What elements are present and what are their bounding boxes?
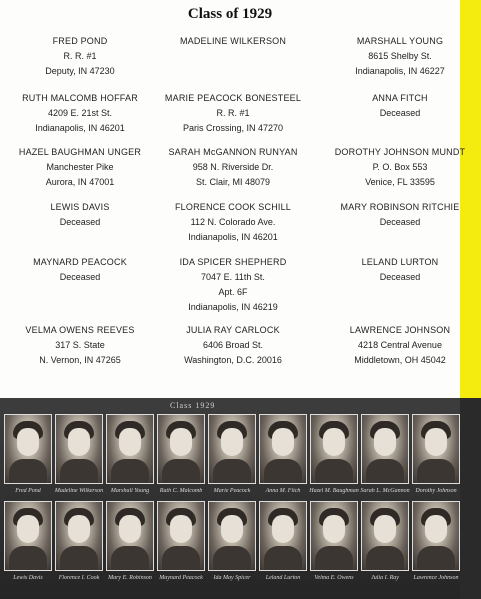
entry-address-line: P. O. Box 553 [372, 162, 428, 172]
entry-name: SARAH McGANNON RUNYAN [168, 147, 298, 157]
entry-sarah-mcgannon-runyan [158, 145, 308, 190]
entry-name: MAYNARD PEACOCK [33, 257, 127, 267]
entry-name: VELMA OWENS REEVES [25, 325, 135, 335]
entry-address-line: Indianapolis, IN 46219 [188, 302, 278, 312]
photo-caption: Class 1929 [170, 401, 216, 410]
portrait-signature: Florence I. Cook [58, 575, 100, 581]
entry-address-line: 317 S. State [55, 340, 105, 350]
entry-name: LELAND LURTON [361, 257, 439, 267]
page-title: Class of 1929 [187, 6, 273, 22]
student-portrait [259, 501, 307, 571]
entry-anna-fitch [325, 91, 475, 121]
portrait-signature: Dorothy Johnson [415, 488, 457, 494]
entry-address-line: Middletown, OH 45042 [354, 355, 446, 365]
student-portrait [361, 414, 409, 484]
portrait-signature: Leland Lurton [265, 575, 301, 581]
student-portrait [106, 501, 154, 571]
entry-status: Deceased [59, 217, 101, 227]
entry-address-line: R. R. #1 [63, 51, 97, 61]
entry-name: DOROTHY JOHNSON MUNDT [334, 147, 466, 157]
entry-status: Deceased [379, 108, 421, 118]
entry-address-line: N. Vernon, IN 47265 [39, 355, 121, 365]
portrait-signature: Madeline Wilkerson [54, 488, 104, 494]
portrait-signature: Maynard Peacock [159, 575, 203, 581]
entry-address-line: Indianapolis, IN 46201 [188, 232, 278, 242]
entry-address-line: Deputy, IN 47230 [45, 66, 115, 76]
entry-name: ANNA FITCH [372, 93, 428, 103]
entry-address-line: 7047 E. 11th St. [201, 272, 265, 282]
entry-name: IDA SPICER SHEPHERD [179, 257, 287, 267]
entry-name: RUTH MALCOMB HOFFAR [22, 93, 138, 103]
class-photo-panel [0, 398, 460, 599]
entry-name: MARIE PEACOCK BONESTEEL [164, 93, 302, 103]
entry-address-line: Paris Crossing, IN 47270 [182, 123, 284, 133]
student-portrait [55, 501, 103, 571]
portrait-signature: Marshall Young [110, 488, 150, 494]
entry-name: LAWRENCE JOHNSON [349, 325, 451, 335]
student-portrait [310, 414, 358, 484]
student-portrait [208, 414, 256, 484]
entry-address-line: 6406 Broad St. [202, 340, 264, 350]
entry-lawrence-johnson [325, 323, 475, 368]
entry-address-line: R. R. #1 [216, 108, 250, 118]
entry-status: Deceased [59, 272, 101, 282]
portrait-signature: Hazel M. Baughman [309, 488, 359, 494]
entry-name: MADELINE WILKERSON [179, 36, 287, 46]
entry-address-line: Aurora, IN 47001 [45, 177, 115, 187]
portrait-signature: Anna M. Fitch [265, 488, 301, 494]
entry-name: MARSHALL YOUNG [356, 36, 444, 46]
entry-address-line: 8615 Shelby St. [368, 51, 432, 61]
entry-address-line: Venice, FL 33595 [365, 177, 435, 187]
entry-address-line: 4218 Central Avenue [358, 340, 442, 350]
entry-address-line: Indianapolis, IN 46227 [355, 66, 445, 76]
entry-mary-robinson-ritchie [325, 200, 475, 230]
entry-julia-ray-carlock [158, 323, 308, 368]
entry-address-line: Indianapolis, IN 46201 [35, 123, 125, 133]
entry-dorothy-johnson-mundt [325, 145, 475, 190]
entry-address-line: Washington, D.C. 20016 [184, 355, 282, 365]
entry-marie-peacock-bonesteel [158, 91, 308, 136]
entry-ruth-malcomb-hoffar [5, 91, 155, 136]
student-portrait [4, 501, 52, 571]
entry-hazel-baughman-unger [5, 145, 155, 190]
entry-florence-cook-schill [158, 200, 308, 245]
student-portrait [106, 414, 154, 484]
class-photo-composite [0, 398, 481, 599]
entry-status: Deceased [379, 217, 421, 227]
portrait-signature: Fred Pond [15, 488, 41, 494]
student-portrait [361, 501, 409, 571]
portrait-signature: Julia I. Ray [371, 575, 399, 581]
portrait-signature: Ida May Spicer [213, 575, 251, 581]
student-portrait [412, 414, 460, 484]
entry-ida-spicer-shepherd [158, 255, 308, 315]
entry-maynard-peacock [5, 255, 155, 285]
entry-name: FRED POND [52, 36, 108, 46]
entry-fred-pond [5, 34, 155, 79]
entry-address-line: 4209 E. 21st St. [47, 108, 113, 118]
entry-name: LEWIS DAVIS [50, 202, 110, 212]
student-portrait [55, 414, 103, 484]
student-portrait [259, 414, 307, 484]
portrait-signature: Marie Peacock [213, 488, 251, 494]
entry-address-line: Apt. 6F [218, 287, 248, 297]
student-portrait [4, 414, 52, 484]
entry-madeline-wilkerson [158, 34, 308, 49]
entry-name: FLORENCE COOK SCHILL [174, 202, 292, 212]
student-portrait [157, 414, 205, 484]
entry-name: MARY ROBINSON RITCHIE [340, 202, 460, 212]
student-portrait [310, 501, 358, 571]
entry-lewis-davis [5, 200, 155, 230]
portrait-signature: Lawrence Johnson [413, 575, 459, 581]
entry-marshall-young [325, 34, 475, 79]
portrait-signature: Velma E. Owens [314, 575, 354, 581]
portrait-signature: Ruth C. Malcomb [159, 488, 203, 494]
portrait-signature: Lewis Davis [13, 575, 43, 581]
student-portrait [412, 501, 460, 571]
entry-address-line: 112 N. Colorado Ave. [190, 217, 276, 227]
student-portrait [208, 501, 256, 571]
entry-velma-owens-reeves [5, 323, 155, 368]
entry-status: Deceased [379, 272, 421, 282]
portrait-signature: Sarah L. McGannon [360, 488, 410, 494]
entry-address-line: Manchester Pike [46, 162, 114, 172]
portrait-signature: Mary E. Robinson [108, 575, 152, 581]
entry-name: HAZEL BAUGHMAN UNGER [18, 147, 142, 157]
entry-leland-lurton [325, 255, 475, 285]
entry-address-line: St. Clair, MI 48079 [195, 177, 271, 187]
entry-address-line: 958 N. Riverside Dr. [192, 162, 274, 172]
student-portrait [157, 501, 205, 571]
entry-name: JULIA RAY CARLOCK [186, 325, 280, 335]
